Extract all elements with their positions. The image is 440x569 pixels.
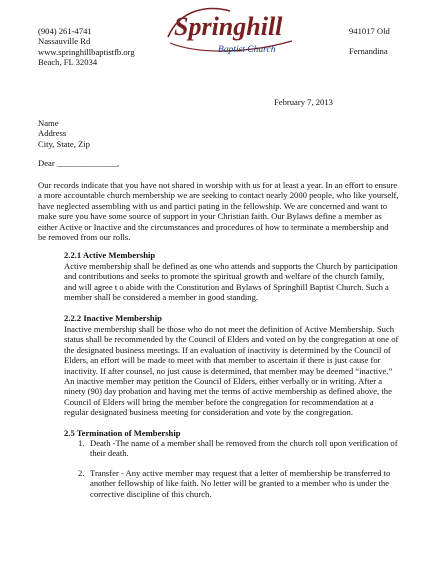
heading-active-membership: 2.2.1 Active Membership: [64, 250, 156, 260]
street-line: Nassauville Rd: [38, 36, 91, 47]
paragraph-line: either Active or Inactive and the circumstances and procedures of how to terminate a membership and: [38, 221, 389, 232]
intro-paragraph: [38, 180, 399, 242]
address-right-1: 941017 Old: [349, 26, 390, 36]
paragraph-line: status shall be recommended by the Council of Elders and voted on by the congregation at one of: [64, 334, 399, 345]
active-membership-text: [64, 261, 398, 303]
phone-number: (904) 261-4741: [38, 26, 92, 36]
paragraph-line: a more accountable church membership we are seeking to contact nearly 2000 people, who like yourself,: [38, 190, 399, 201]
list-number: 1.: [78, 438, 85, 448]
paragraph-line: Death -The name of a member shall be removed from the church roll upon verification of: [90, 438, 398, 448]
list-number: 2.: [78, 468, 85, 478]
paragraph-line: their death.: [90, 448, 129, 459]
paragraph-line: another fellowship of like faith. No letter will be granted to a member who is under the: [90, 478, 390, 489]
paragraph-line: have neglected assembling with us and partici pating in the fellowship. We are concerned and want to: [38, 200, 388, 211]
heading-inactive-membership: 2.2.2 Inactive Membership: [64, 313, 162, 323]
paragraph-line: Council of Elders will bring the member before the congregation for recommendation at a: [64, 396, 374, 407]
logo-subtitle: Baptist Church: [218, 45, 276, 55]
paragraph-line: corrective discipline of this church.: [90, 488, 212, 499]
paragraph-line: make sure you have some source of support in your Christian faith. Our Bylaws define a member as: [38, 211, 382, 222]
logo-name: Springhill: [174, 12, 283, 41]
address-line: City, State, Zip: [38, 138, 90, 149]
paragraph-line: the designated business meetings. If an evaluation of inactivity is determined by the Council of: [64, 344, 391, 355]
paragraph-line: Inactive membership shall be those who do not meet the definition of Active Membership. Such: [64, 324, 395, 334]
address-line: Name: [38, 118, 59, 128]
city-line: Beach, FL 32034: [38, 57, 98, 68]
salutation: Dear ______________,: [38, 158, 120, 168]
recipient-address: [38, 118, 90, 149]
inactive-membership-text: [64, 324, 398, 418]
letter-date: February 7, 2013: [274, 97, 333, 107]
paragraph-line: and will agree t o abide with the Constitution and Bylaws of Springhill Baptist Church. Such a: [64, 281, 389, 292]
address-right-2: Fernandina: [349, 46, 388, 56]
heading-termination: 2.5 Termination of Membership: [64, 428, 181, 438]
paragraph-line: Elders, an effort will be made to meet with that member to ascertain if there is just cause for: [64, 355, 381, 366]
paragraph-line: and contributions and seeks to promote the spiritual growth and welfare of the church family,: [64, 271, 385, 282]
paragraph-line: Active membership shall be defined as one who attends and supports the Church by participation: [64, 261, 398, 271]
paragraph-line: member shall be considered a member in good standing.: [64, 292, 259, 303]
paragraph-line: Our records indicate that you have not shared in worship with us for at least a year. In an effort to ensure: [38, 180, 398, 190]
paragraph-line: Transfer - Any active member may request that a letter of membership be transferred to: [90, 468, 391, 478]
paragraph-line: be removed from our rolls.: [38, 232, 131, 243]
paragraph-line: An inactive member may petition the Council of Elders, either verbally or in writing. After a: [64, 376, 383, 387]
paragraph-line: regular designated business meeting for consideration and vote by the congregation.: [64, 407, 353, 418]
list-item-transfer: [90, 468, 390, 499]
paragraph-line: ninety (90) day probation and having met the terms of active membership as defined above, the: [64, 386, 392, 397]
church-logo: [160, 3, 300, 59]
paragraph-line: inactivity. If after counsel, no just cause is determined, that member may be deemed “inactive.”: [64, 365, 393, 376]
website-link[interactable]: www.springhillbaptistfb.org: [38, 46, 135, 57]
list-item-death: [90, 438, 398, 459]
address-line: Address: [38, 128, 67, 139]
contact-block: [38, 26, 135, 68]
